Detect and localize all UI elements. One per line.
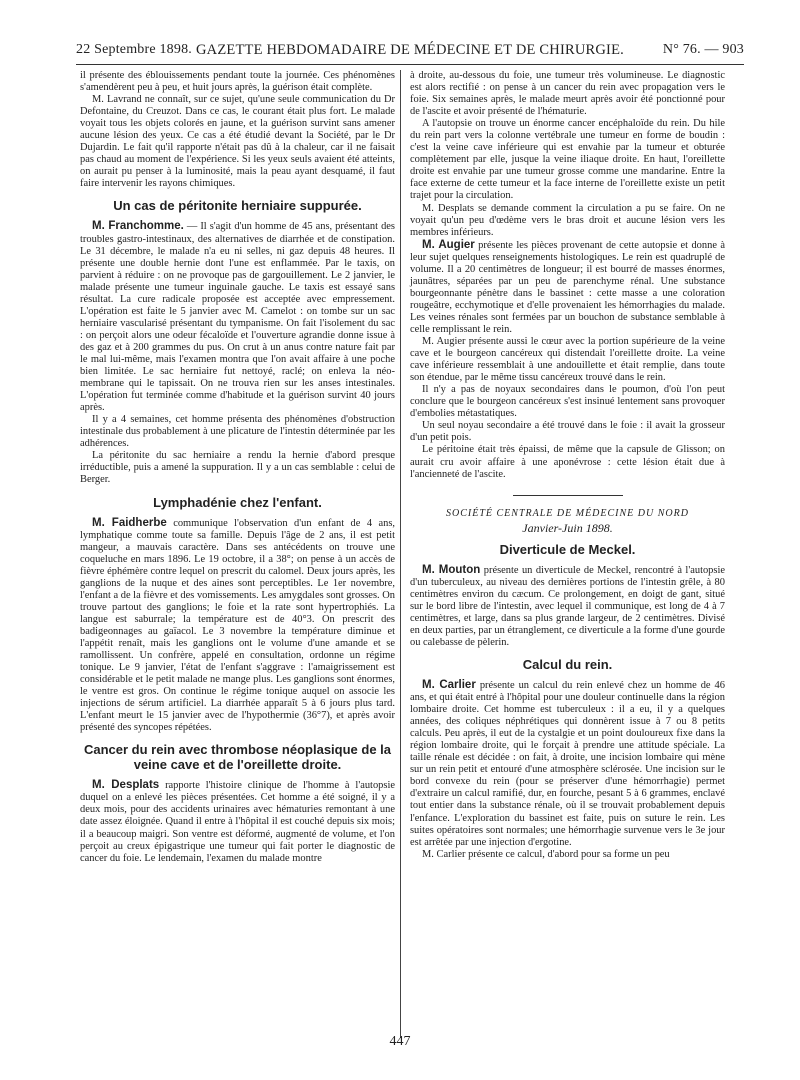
paragraph: M. Lavrand ne connaît, sur ce sujet, qu'une seule communication du Dr Defontaine, du Creuzot. Dans ce cas, le courant était plus fort. Le malade voyait tous les objets colorés en jaune, et la guérison survint sans amener aucune lésion des yeux. Ce cas a été étudié devant la Société, par le Dr Dujardin. Le fait qu'il rapporte n'était pas dû à la chaleur, car il ne faisait pas chaud au moment de l'expérience. Si les yeux seuls avaient été atteints, on aurait pu penser à la luminosité, mais la peau ayant desquamé, il faut faire intervenir les rayons chimiques. [80,94,395,190]
paragraph-text: — Il s'agit d'un homme de 45 ans, présentant des troubles gastro-intestinaux, des alternatives de diarrhée et de constipation. Le 31 décembre, le malade n'a eu ni selles, ni gaz depuis 48 heures. Il présente une double hernie dont l'une est enflammée. Par le taxis, on parvient à réduire : on ne provoque pas de gargouillement. Le 2 janvier, le malade présente une tumeur inguinale gauche. Le taxis est essayé sans résultat. La cure radicale proposée est acceptée avec empressement. L'opération est faite le 5 janvier avec M. Camelot : on tombe sur un sac herniaire vascularisé présentant du tympanisme. On fait l'isolement du sac : on perçoit alors une odeur fécaloïde et l'ouverture agrandie donne issue à des gaz et à 200 grammes du pus. On crut à un anus contre nature fait par le mal lui-même, mais l'examen montra que l'on avait affaire à une poche bien limitée. Le sac herniaire fut nettoyé, raclé; on enleva la néo-membrane qui le tapissait. On ne trouva rien sur les anses intestinales. L'opération fut terminée comme d'habitude et la guérison survint 40 jours après. [80,221,395,414]
paragraph: à droite, au-dessous du foie, une tumeur très volumineuse. Le diagnostic est alors rectifié : on pense à un cancer du rein avec propagation vers le foie. Six semaines après, le malade meurt après avoir été ponctionné pour de l'ascite et avoir présenté de l'hématurie. [410,70,725,118]
section-heading: Calcul du rein. [522,657,613,673]
running-head [76,40,744,62]
paragraph [410,564,725,649]
column-divider [400,70,401,1038]
speaker-name: M. Desplats [92,779,160,792]
page-number: 447 [389,1034,411,1049]
paragraph-text: communique l'observation d'un enfant de 4 ans, lymphatique comme toute sa famille. Depuis l'âge de 2 ans, il est petit mangeur, a mauvais caractère. Dans ses antécédents on trouve une coqueluche en mars 1896. Le 19 octobre, il a 38°; on pense à un accès de fièvre éphémère contre lequel on prescrit du calomel. Deux jours après, les ganglions de la nuque et des aines sont perceptibles. Le 1er novembre, l'enfant a de la fièvre et des vomissements. Les amygdales sont grosses. On trouve partout des ganglions; le foie et la rate sont hypertrophiés. La langue est saburrale; la température est de 40°3. On prescrit des badigeonnages au gaïacol. Le 3 novembre la température diminue et l'appétit renaît, mais les ganglions ont le volume d'une amande et se ramollissent. Un confrère, appelé en consultation, ordonne un régime tonique. Le 9 janvier, l'état de l'enfant s'aggrave : l'amaigrissement est considérable et le petit malade ne mange plus. Les ganglions sont énormes, le ventre est gros. On continue le régime tonique auquel on associe les injections de sérum artificiel. La diarrhée apparaît 5 à 6 jours plus tard. L'enfant meurt le 15 janvier avec de l'hypothermie (36°7), et après avoir présenté des syncopes répétées. [80,517,395,734]
journal-title: GAZETTE HEBDOMADAIRE DE MÉDECINE ET DE CHIRURGIE. [196,42,624,58]
paragraph [410,679,725,849]
session-dates: Janvier-Juin 1898. [522,520,613,535]
paragraph: La péritonite du sac herniaire a rendu la hernie d'abord presque irréductible, puis a amené la suppuration. Il y a un cas semblable : celui de Berger. [80,450,395,486]
paragraph: A l'autopsie on trouve un énorme cancer encéphaloïde du rein. Du hile du rein part vers la colonne vertébrale une tumeur en forme de boudin : c'est la veine cave inférieure qui est envahie par la tumeur et obturée complètement par elle, jusque la veine iliaque droite. En haut, l'oreillette droite est envahie par une tumeur grosse comme une mandarine. Entre la face externe de cette tumeur et la face interne de l'oreillette existe un petit trajet pour la circulation. [410,118,725,202]
paragraph: il présente des éblouissements pendant toute la journée. Ces phénomènes s'amendèrent peu à peu, et huit jours après, la guérison était complète. [80,70,395,94]
paragraph: M. Desplats se demande comment la circulation a pu se faire. On ne voyait qu'un peu d'œdème vers le bras droit et aucune lésion vers les membres inférieurs. [410,202,725,238]
speaker-name: M. Faidherbe [92,516,167,529]
header-rule [76,64,744,65]
speaker-name: M. Carlier [422,679,476,692]
paragraph: Le péritoine était très épaissi, de même que la capsule de Glisson; on aurait cru avoir affaire à une aponévrose : cette lésion était due à l'ancienneté de l'ascite. [410,444,725,480]
section-heading: Un cas de péritonite herniaire suppurée. [113,198,362,214]
paragraph [410,239,725,336]
paragraph-text: présente les pièces provenant de cette autopsie et donne à leur sujet quelques renseignements histologiques. Le rein est quadruplé de volume. Il a 20 centimètres de longueur; il est bourré de masses énormes, jaunâtres, séparées par un peu de parenchyme rénal. Une substance bourgeonnante pénètre dans le bassinet : cette masse a une coloration rougeâtre, ecchymotique et d'elle provenaient les hémorrhagies du malade. Les veines rénales sont fermées par un bouchon de substance semblable à celle remplissant le rein. [410,239,726,335]
issue-and-page: N° 76. — 903 [662,42,744,57]
speaker-name: M. Franchomme. [92,220,184,233]
header-date: 22 Septembre 1898. [76,42,192,57]
paragraph [80,517,395,735]
section-heading: Lymphadénie chez l'enfant. [153,494,322,510]
paragraph [80,779,395,864]
left-column [80,70,395,865]
paragraph-text: présente un diverticule de Meckel, rencontré à l'autopsie d'un tuberculeux, au niveau des dernières portions de l'intestin grêle, à 80 centimètres environ du cæcum. Ce prolongement, en doigt de gant, situé sur le bord libre de l'intestin, avec lequel il communique, est long de 4 à 7 centimètres, et large, dans sa plus grande largeur, de 2 centimètres. Divisé en deux parties, par un étranglement, ce diverticule a la forme d'une gourde ou calebasse de pèlerin. [410,564,726,648]
society-name: SOCIÉTÉ CENTRALE DE MÉDECINE DU NORD [446,507,689,519]
paragraph-text: rapporte l'histoire clinique de l'homme à l'autopsie duquel on a enlevé les pièces présentées. Cet homme a été soigné, il y a deux mois, pour des accidents urinaires avec hématuries remontant à une date assez éloignée. Quand il entre à l'hôpital il est couché depuis six mois; il a beaucoup maigri. Son ventre est déformé, augmenté de volume, et l'on perçoit au creux épigastrique une tumeur qui fait porter le diagnostic de cancer du foie. Le lendemain, l'examen du malade montre [80,780,395,864]
paragraph: Il y a 4 semaines, cet homme présenta des phénomènes d'obstruction intestinale dus probablement à une plicature de l'intestin déterminée par les adhérences. [80,414,395,450]
section-heading: Diverticule de Meckel. [499,541,636,557]
paragraph: Un seul noyau secondaire a été trouvé dans le foie : il avait la grosseur d'un petit pois. [410,420,725,444]
right-column [410,70,725,861]
section-heading: Cancer du rein avec thrombose néoplasique de la veine cave et de l'oreillette droite. [83,742,392,773]
section-rule [513,495,623,496]
speaker-name: M. Mouton [422,563,481,576]
speaker-name: M. Augier [422,238,475,251]
paragraph [80,220,395,414]
paragraph: M. Carlier présente ce calcul, d'abord pour sa forme un peu [422,848,670,860]
paragraph: M. Augier présente aussi le cœur avec la portion supérieure de la veine cave et le bourgeon cancéreux qui distendait l'oreillette droite. La veine cave inférieure ressemblait à une andouillette et était remplie, dans toute son étendue, par le même tissu cancéreux trouvé dans le rein. [410,336,725,384]
paragraph: Il n'y a pas de noyaux secondaires dans le poumon, d'où l'on peut conclure que le bourgeon cancéreux s'est insinué lentement sans provoquer d'embolies métastatiques. [410,384,725,420]
paragraph-text: présente un calcul du rein enlevé chez un homme de 46 ans, et qui était entré à l'hôpital pour une douleur continuelle dans la région lombaire droite. Cet homme est tuberculeux : il a eu, il y a quelques années, des coliques néphrétiques qui donnèrent issue à 7 ou 8 petits calculs. Peu après, il eut de la cystalgie et un point douloureux fixe dans la région lombaire droite, qui le forçait à prendre une attitude spéciale. La taille rénale est décidée : on fait, à droite, une incision lombaire qui mène sur un rein petit et entouré d'une atmosphère sclérosée. Une incision sur le bord convexe du rein (pour se préserver d'une hémorrhagie) permet d'extraire un calcul ramifié, dur, en fourche, pesant 5 à 6 grammes, enclavé tout entier dans la substance rénale, où il se trouvait probablement depuis l'enfance. L'exploration du bassinet est faite, puis on suture le rein. Les suites opératoires sont normales; une hémorrhagie survenue vers le 3e jour est arrêtée par une injection d'ergotine. [410,680,725,848]
